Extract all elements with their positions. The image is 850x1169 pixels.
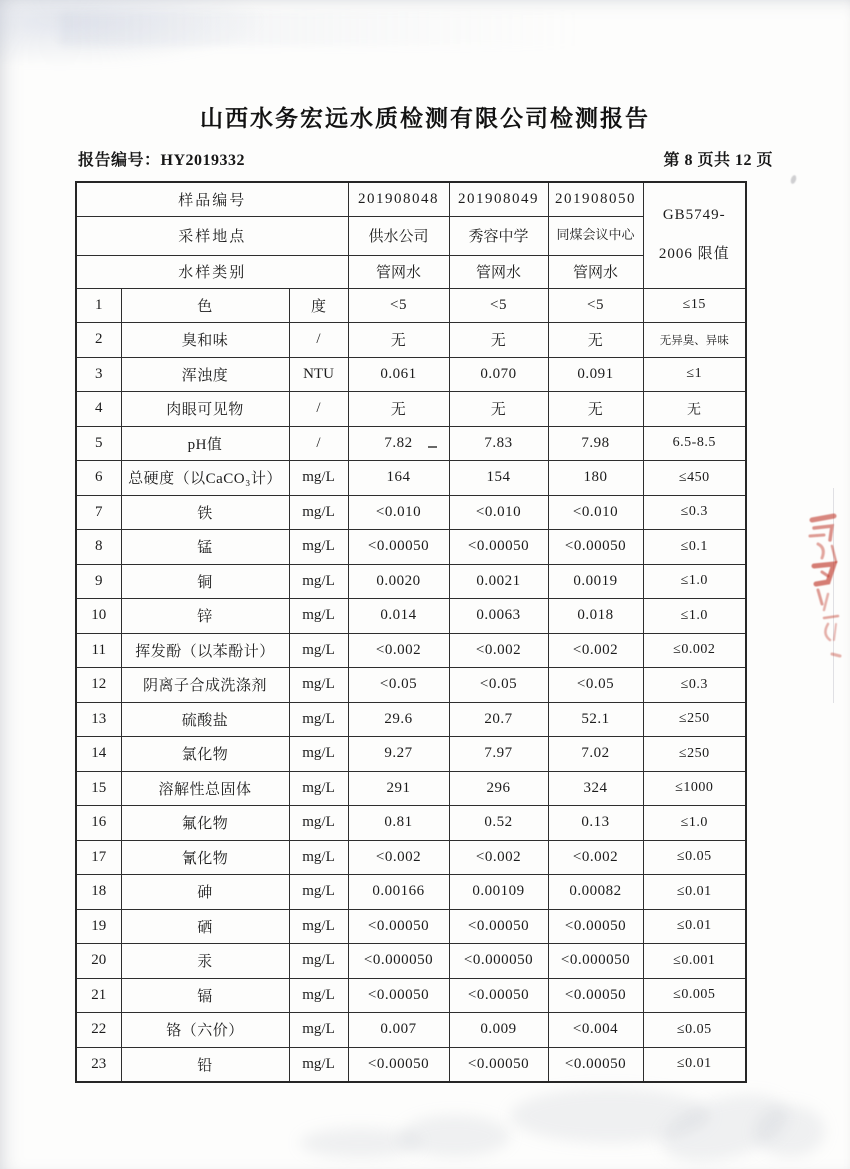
red-seal-fragment-icon bbox=[798, 506, 850, 674]
param-name: 阴离子合成洗涤剂 bbox=[121, 668, 289, 703]
param-name: 浑浊度 bbox=[121, 357, 289, 392]
water-type-2: 管网水 bbox=[449, 255, 548, 288]
param-unit: mg/L bbox=[289, 840, 348, 875]
sample-value-3: <0.00050 bbox=[548, 530, 643, 565]
row-number: 4 bbox=[76, 392, 121, 427]
row-number: 11 bbox=[76, 633, 121, 668]
sample-value-3: <0.00050 bbox=[548, 909, 643, 944]
results-tbody bbox=[76, 288, 746, 1082]
sample-value-3: <0.000050 bbox=[548, 944, 643, 979]
table-row bbox=[76, 944, 746, 979]
location-3: 同煤会议中心 bbox=[548, 216, 643, 255]
param-unit: 度 bbox=[289, 288, 348, 323]
limit-value: ≤0.3 bbox=[643, 668, 746, 703]
param-name: 氟化物 bbox=[121, 806, 289, 841]
sample-value-1: <0.00050 bbox=[348, 909, 449, 944]
row-number: 22 bbox=[76, 1013, 121, 1048]
param-unit: mg/L bbox=[289, 978, 348, 1013]
table-row bbox=[76, 323, 746, 358]
param-unit: mg/L bbox=[289, 771, 348, 806]
table-row bbox=[76, 737, 746, 772]
table-row bbox=[76, 426, 746, 461]
sample-value-1: <0.05 bbox=[348, 668, 449, 703]
row-number: 23 bbox=[76, 1047, 121, 1082]
param-name: 硒 bbox=[121, 909, 289, 944]
sample-value-2: 20.7 bbox=[449, 702, 548, 737]
sample-value-2: <0.00050 bbox=[449, 909, 548, 944]
sample-value-3: 0.091 bbox=[548, 357, 643, 392]
limit-value: ≤1000 bbox=[643, 771, 746, 806]
param-unit: mg/L bbox=[289, 599, 348, 634]
param-unit: mg/L bbox=[289, 668, 348, 703]
limit-value: ≤0.3 bbox=[643, 495, 746, 530]
param-name: 氯化物 bbox=[121, 737, 289, 772]
sample-value-1: 0.81 bbox=[348, 806, 449, 841]
table-row bbox=[76, 599, 746, 634]
sample-value-1: 29.6 bbox=[348, 702, 449, 737]
sample-value-1: <0.000050 bbox=[348, 944, 449, 979]
table-row bbox=[76, 461, 746, 496]
sample-value-2: 7.97 bbox=[449, 737, 548, 772]
sample-value-2: <0.002 bbox=[449, 840, 548, 875]
param-name: 臭和味 bbox=[121, 323, 289, 358]
sample-value-2: <0.05 bbox=[449, 668, 548, 703]
table-row bbox=[76, 840, 746, 875]
scan-bleedthrough bbox=[654, 1082, 795, 1169]
water-type-1: 管网水 bbox=[348, 255, 449, 288]
table-row bbox=[76, 702, 746, 737]
sample-value-1: <0.00050 bbox=[348, 978, 449, 1013]
sample-value-1: <0.00050 bbox=[348, 530, 449, 565]
sample-id-3: 201908050 bbox=[548, 182, 643, 216]
sample-value-2: 0.009 bbox=[449, 1013, 548, 1048]
row-number: 19 bbox=[76, 909, 121, 944]
param-name: pH值 bbox=[121, 426, 289, 461]
sample-value-3: 无 bbox=[548, 392, 643, 427]
sample-value-2: <5 bbox=[449, 288, 548, 323]
table-row bbox=[76, 978, 746, 1013]
param-name: 铬（六价） bbox=[121, 1013, 289, 1048]
param-unit: mg/L bbox=[289, 1047, 348, 1082]
row-number: 16 bbox=[76, 806, 121, 841]
param-unit: / bbox=[289, 426, 348, 461]
limit-value: ≤0.01 bbox=[643, 1047, 746, 1082]
table-row bbox=[76, 875, 746, 910]
limit-value: ≤1 bbox=[643, 357, 746, 392]
sample-value-2: <0.00050 bbox=[449, 530, 548, 565]
limit-value: 无 bbox=[643, 392, 746, 427]
row-number: 18 bbox=[76, 875, 121, 910]
param-unit: mg/L bbox=[289, 564, 348, 599]
sample-value-3: <0.010 bbox=[548, 495, 643, 530]
param-name: 总硬度（以CaCO₃计） bbox=[121, 461, 289, 496]
table-row bbox=[76, 633, 746, 668]
limit-value: ≤15 bbox=[643, 288, 746, 323]
limit-header-line2: 2006 限值 bbox=[658, 246, 730, 263]
table-row bbox=[76, 530, 746, 565]
param-unit: mg/L bbox=[289, 633, 348, 668]
param-unit: mg/L bbox=[289, 461, 348, 496]
table-row bbox=[76, 771, 746, 806]
param-unit: mg/L bbox=[289, 1013, 348, 1048]
param-name: 色 bbox=[121, 288, 289, 323]
limit-value: ≤0.05 bbox=[643, 840, 746, 875]
sample-value-2: <0.00050 bbox=[449, 1047, 548, 1082]
row-number: 21 bbox=[76, 978, 121, 1013]
limit-value: ≤0.01 bbox=[643, 909, 746, 944]
limit-value: ≤450 bbox=[643, 461, 746, 496]
row-number: 20 bbox=[76, 944, 121, 979]
param-unit: mg/L bbox=[289, 702, 348, 737]
sample-id-2: 201908049 bbox=[449, 182, 548, 216]
report-number bbox=[78, 147, 245, 170]
sample-value-2: 0.00109 bbox=[449, 875, 548, 910]
table-row bbox=[76, 806, 746, 841]
table-row bbox=[76, 909, 746, 944]
scan-speck bbox=[790, 174, 798, 184]
param-unit: mg/L bbox=[289, 944, 348, 979]
sample-value-1: 无 bbox=[348, 323, 449, 358]
sample-value-3: <0.002 bbox=[548, 633, 643, 668]
sample-value-2: 无 bbox=[449, 392, 548, 427]
param-name: 硫酸盐 bbox=[121, 702, 289, 737]
param-name: 铅 bbox=[121, 1047, 289, 1082]
param-unit: mg/L bbox=[289, 909, 348, 944]
sample-value-3: <0.05 bbox=[548, 668, 643, 703]
table-row bbox=[76, 495, 746, 530]
sample-value-2: 296 bbox=[449, 771, 548, 806]
param-unit: / bbox=[289, 323, 348, 358]
sample-value-1: 0.061 bbox=[348, 357, 449, 392]
page-title: 山西水务宏远水质检测有限公司检测报告 bbox=[200, 105, 650, 131]
sample-value-3: <5 bbox=[548, 288, 643, 323]
limit-value: ≤0.002 bbox=[643, 633, 746, 668]
sample-value-3: 0.13 bbox=[548, 806, 643, 841]
sample-value-3: 0.0019 bbox=[548, 564, 643, 599]
row-number: 17 bbox=[76, 840, 121, 875]
sample-value-3: 7.98 bbox=[548, 426, 643, 461]
table-row bbox=[76, 1047, 746, 1082]
sample-value-2: 7.83 bbox=[449, 426, 548, 461]
limit-value: ≤250 bbox=[643, 702, 746, 737]
param-unit: mg/L bbox=[289, 530, 348, 565]
sample-value-1: 9.27 bbox=[348, 737, 449, 772]
sample-value-3: <0.00050 bbox=[548, 978, 643, 1013]
param-unit: mg/L bbox=[289, 806, 348, 841]
row-number: 1 bbox=[76, 288, 121, 323]
location-label: 采样地点 bbox=[76, 216, 348, 255]
row-number: 9 bbox=[76, 564, 121, 599]
scan-fold-line bbox=[833, 488, 834, 703]
sample-value-1: 164 bbox=[348, 461, 449, 496]
sample-value-2: 无 bbox=[449, 323, 548, 358]
sample-value-3: 324 bbox=[548, 771, 643, 806]
row-number: 14 bbox=[76, 737, 121, 772]
sample-value-3: 52.1 bbox=[548, 702, 643, 737]
sample-value-1: 0.007 bbox=[348, 1013, 449, 1048]
limit-value: ≤0.01 bbox=[643, 875, 746, 910]
param-name: 挥发酚（以苯酚计） bbox=[121, 633, 289, 668]
table-row bbox=[76, 564, 746, 599]
report-number-label: 报告编号： bbox=[78, 152, 161, 169]
header-row-sample-id bbox=[76, 182, 746, 216]
limit-value: ≤1.0 bbox=[643, 599, 746, 634]
limit-value: ≤0.001 bbox=[643, 944, 746, 979]
sample-value-2: <0.010 bbox=[449, 495, 548, 530]
report-number-value: HY2019332 bbox=[160, 152, 246, 169]
sample-value-2: <0.000050 bbox=[449, 944, 548, 979]
row-number: 5 bbox=[76, 426, 121, 461]
sample-value-1: 0.00166 bbox=[348, 875, 449, 910]
scan-bleedthrough bbox=[510, 1088, 710, 1143]
param-unit: mg/L bbox=[289, 737, 348, 772]
sample-value-2: 154 bbox=[449, 461, 548, 496]
limit-value: ≤1.0 bbox=[643, 564, 746, 599]
sample-value-1: 0.014 bbox=[348, 599, 449, 634]
param-unit: NTU bbox=[289, 357, 348, 392]
scan-bleedthrough bbox=[400, 1115, 510, 1157]
limit-value: ≤250 bbox=[643, 737, 746, 772]
sample-value-2: <0.002 bbox=[449, 633, 548, 668]
row-number: 15 bbox=[76, 771, 121, 806]
sample-value-3: <0.002 bbox=[548, 840, 643, 875]
location-1: 供水公司 bbox=[348, 216, 449, 255]
row-number: 6 bbox=[76, 461, 121, 496]
param-name: 肉眼可见物 bbox=[121, 392, 289, 427]
row-number: 7 bbox=[76, 495, 121, 530]
param-name: 溶解性总固体 bbox=[121, 771, 289, 806]
scan-streak-top bbox=[60, 12, 580, 46]
sample-value-3: 7.02 bbox=[548, 737, 643, 772]
sample-value-3: 无 bbox=[548, 323, 643, 358]
limit-value: 6.5-8.5 bbox=[643, 426, 746, 461]
param-unit: mg/L bbox=[289, 495, 348, 530]
scan-bleedthrough bbox=[755, 1105, 825, 1157]
sample-value-1: <0.00050 bbox=[348, 1047, 449, 1082]
row-number: 8 bbox=[76, 530, 121, 565]
limit-header-line1: GB5749- bbox=[662, 207, 726, 224]
page-number: 第 8 页共 12 页 bbox=[663, 152, 773, 169]
sample-value-1: <5 bbox=[348, 288, 449, 323]
scan-bleedthrough bbox=[300, 1128, 420, 1158]
sample-value-3: 180 bbox=[548, 461, 643, 496]
sample-value-1: 7.82 bbox=[348, 426, 449, 461]
sample-id-1: 201908048 bbox=[348, 182, 449, 216]
limit-value: ≤0.05 bbox=[643, 1013, 746, 1048]
param-unit: mg/L bbox=[289, 875, 348, 910]
sample-value-1: <0.010 bbox=[348, 495, 449, 530]
table-row bbox=[76, 1013, 746, 1048]
param-name: 砷 bbox=[121, 875, 289, 910]
param-unit: / bbox=[289, 392, 348, 427]
sample-value-1: <0.002 bbox=[348, 840, 449, 875]
param-name: 铁 bbox=[121, 495, 289, 530]
sample-value-1: <0.002 bbox=[348, 633, 449, 668]
sample-value-2: 0.070 bbox=[449, 357, 548, 392]
location-2: 秀容中学 bbox=[449, 216, 548, 255]
table-row bbox=[76, 357, 746, 392]
table-row bbox=[76, 668, 746, 703]
sample-value-1: 无 bbox=[348, 392, 449, 427]
water-type-label: 水样类别 bbox=[76, 255, 348, 288]
row-number: 12 bbox=[76, 668, 121, 703]
param-name: 氰化物 bbox=[121, 840, 289, 875]
sample-value-2: 0.0021 bbox=[449, 564, 548, 599]
row-number: 3 bbox=[76, 357, 121, 392]
param-name: 锌 bbox=[121, 599, 289, 634]
scan-smudge-topleft bbox=[0, 0, 270, 68]
meta-row bbox=[78, 147, 773, 170]
sample-value-2: 0.0063 bbox=[449, 599, 548, 634]
sample-value-3: 0.018 bbox=[548, 599, 643, 634]
sample-value-1: 0.0020 bbox=[348, 564, 449, 599]
limit-value: ≤0.1 bbox=[643, 530, 746, 565]
limit-value: ≤0.005 bbox=[643, 978, 746, 1013]
results-table bbox=[75, 181, 747, 1083]
row-number: 13 bbox=[76, 702, 121, 737]
row-number: 2 bbox=[76, 323, 121, 358]
sample-value-2: <0.00050 bbox=[449, 978, 548, 1013]
limit-value: 无异臭、异味 bbox=[643, 323, 746, 358]
sample-id-label: 样品编号 bbox=[76, 182, 348, 216]
sample-value-3: <0.00050 bbox=[548, 1047, 643, 1082]
param-name: 汞 bbox=[121, 944, 289, 979]
param-name: 铜 bbox=[121, 564, 289, 599]
limit-value: ≤1.0 bbox=[643, 806, 746, 841]
table-row bbox=[76, 288, 746, 323]
table-row bbox=[76, 392, 746, 427]
row-number: 10 bbox=[76, 599, 121, 634]
sample-value-3: <0.004 bbox=[548, 1013, 643, 1048]
sample-value-1: 291 bbox=[348, 771, 449, 806]
limit-column-header bbox=[643, 182, 746, 288]
water-type-3: 管网水 bbox=[548, 255, 643, 288]
param-name: 镉 bbox=[121, 978, 289, 1013]
sample-value-3: 0.00082 bbox=[548, 875, 643, 910]
param-name: 锰 bbox=[121, 530, 289, 565]
sample-value-2: 0.52 bbox=[449, 806, 548, 841]
